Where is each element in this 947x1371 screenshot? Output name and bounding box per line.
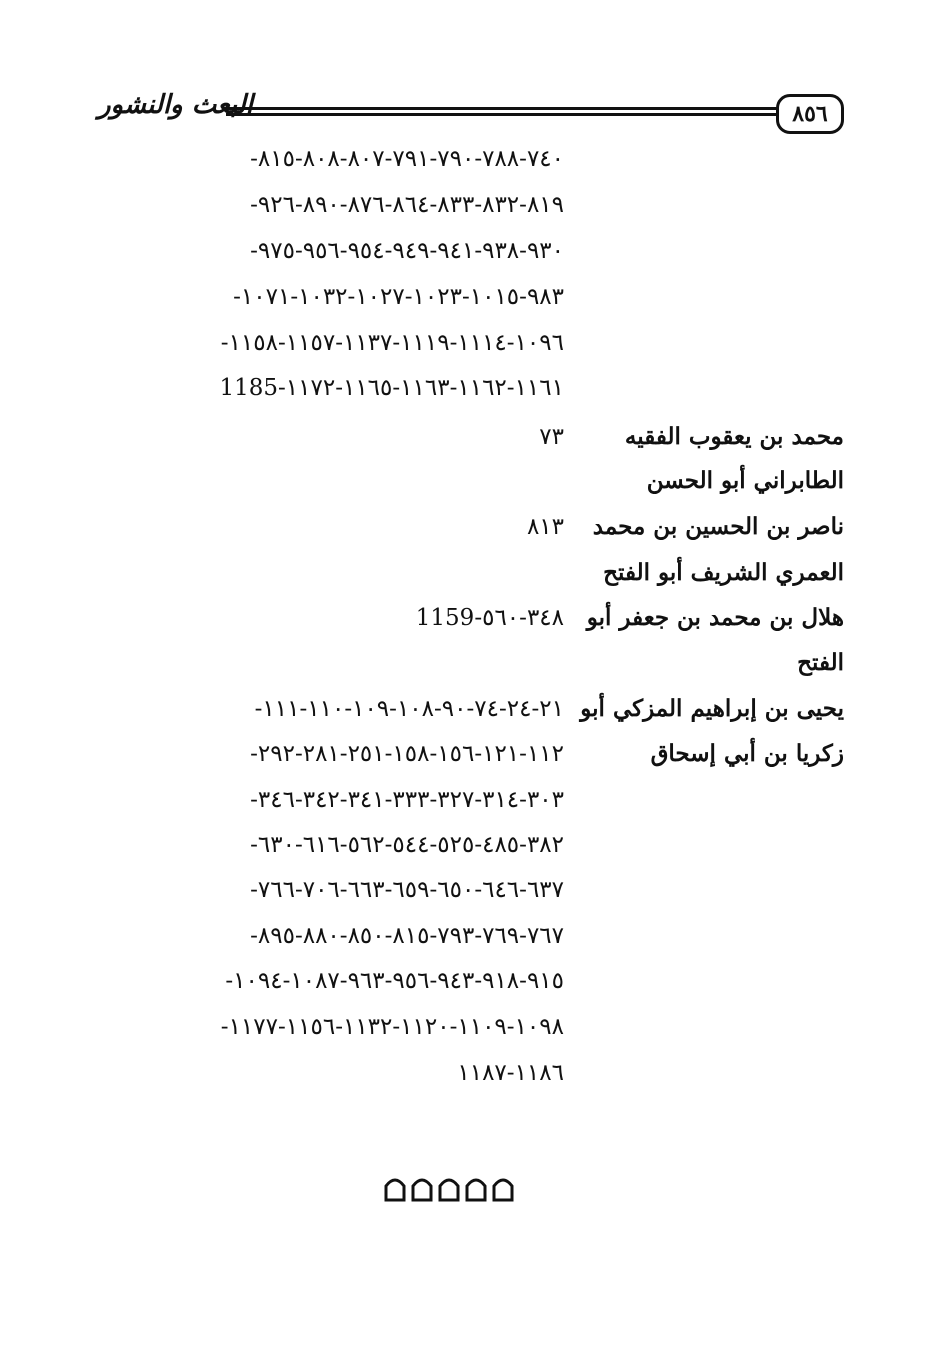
ref-line: ٣٠٣-٣١٤-٣٢٧-٣٣٣-٣٤١-٣٤٢-٣٤٦-: [250, 787, 564, 813]
page-header: [98, 86, 844, 136]
ref-line: ٩٨٣-١٠١٥-١٠٢٣-١٠٢٧-١٠٣٢-١٠٧١-: [233, 284, 564, 310]
ref-line: ٩٣٠-٩٣٨-٩٤١-٩٤٩-٩٥٤-٩٥٦-٩٧٥-: [250, 238, 564, 264]
ref-line: ٧٦٧-٧٦٩-٧٩٣-٨١٥-٨٥٠-٨٨٠-٨٩٥-: [250, 923, 564, 949]
book-title: البعث والنشور: [98, 90, 253, 120]
index-entry-name: الطابراني أبو الحسن: [646, 467, 844, 494]
ref-line: ١١٦١-١١٦٢-١١٦٣-١١٦٥-١١٧٢-1185: [219, 375, 564, 401]
ref-line: ١٠٩٦-١١١٤-١١١٩-١١٣٧-١١٥٧-١١٥٨-: [220, 330, 564, 356]
ref-line: ٣٨٢-٤٨٥-٥٢٥-٥٤٤-٥٦٢-٦١٦-٦٣٠-: [250, 832, 564, 858]
ref-line: ١٠٩٨-١١٠٩-١١٢٠-١١٣٢-١١٥٦-١١٧٧-: [220, 1014, 564, 1040]
index-entry-name: العمري الشريف أبو الفتح: [603, 559, 844, 586]
header-rule: [226, 107, 780, 116]
ref-line: ٦٣٧-٦٤٦-٦٥٠-٦٥٩-٦٦٣-٧٠٦-٧٦٦-: [250, 877, 564, 903]
ref-line: ١١٨٦-١١٨٧: [457, 1060, 564, 1086]
index-entry-name: ناصر بن الحسين بن محمد: [592, 513, 844, 540]
index-entry-name: زكريا بن أبي إسحاق: [650, 740, 844, 767]
page-number: ٨٥٦: [776, 94, 844, 134]
arch-ornament-icon: [438, 1172, 460, 1202]
index-entry-name: هلال بن محمد بن جعفر أبو: [586, 604, 844, 631]
ref-line: ٧٤٠-٧٨٨-٧٩٠-٧٩١-٨٠٧-٨٠٨-٨١٥-: [250, 146, 564, 172]
arch-ornament-icon: [384, 1172, 406, 1202]
index-entry-name: الفتح: [797, 649, 844, 676]
index-entry-refs: ٣٤٨-٥٦٠-1159: [415, 605, 564, 631]
ref-line: ٩١٥-٩١٨-٩٤٣-٩٥٦-٩٦٣-١٠٨٧-١٠٩٤-: [225, 968, 564, 994]
arch-ornament-icon: [411, 1172, 433, 1202]
ref-line: ١١٢-١٢١-١٥٦-١٥٨-٢٥١-٢٨١-٢٩٢-: [250, 741, 564, 767]
footer-ornament: [384, 1172, 514, 1206]
index-entry-name: يحيى بن إبراهيم المزكي أبو: [580, 695, 844, 722]
ref-line: ٨١٩-٨٣٢-٨٣٣-٨٦٤-٨٧٦-٨٩٠-٩٢٦-: [250, 192, 564, 218]
arch-ornament-icon: [465, 1172, 487, 1202]
index-entry-name: محمد بن يعقوب الفقيه: [624, 423, 844, 450]
ref-line: ٢١-٢٤-٧٤-٩٠-١٠٨-١٠٩-١١٠-١١١-: [254, 696, 564, 722]
arch-ornament-icon: [492, 1172, 514, 1202]
index-entry-refs: ٧٣: [539, 424, 564, 450]
index-entry-refs: ٨١٣: [526, 514, 564, 540]
